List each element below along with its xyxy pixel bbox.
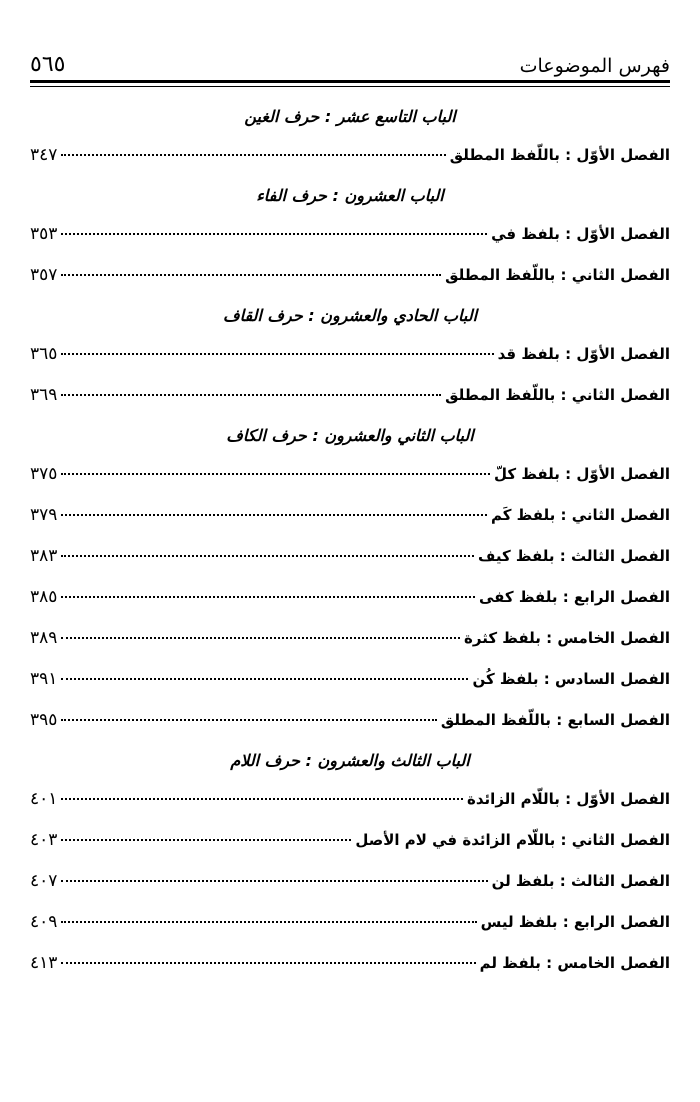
entry-label: الفصل الثاني : بلفظ كَم (490, 506, 670, 524)
toc-entry (30, 144, 670, 166)
toc-entry (30, 788, 670, 810)
dot-leader (61, 154, 445, 156)
dot-leader (61, 719, 436, 721)
entry-page: ٤١٣ (30, 953, 58, 973)
entry-page: ٤٠٧ (30, 871, 58, 891)
toc-entry (30, 668, 670, 690)
dot-leader (61, 473, 490, 475)
entry-page: ٣٥٣ (30, 224, 58, 244)
dot-leader (61, 394, 441, 396)
toc-entry (30, 545, 670, 567)
entry-page: ٣٤٧ (30, 145, 58, 165)
chapter-heading: الباب الثالث والعشرون : حرف اللام (230, 751, 470, 770)
toc-entry (30, 709, 670, 731)
toc-entry (30, 586, 670, 608)
toc-entry (30, 384, 670, 406)
entry-label: الفصل الثالث : بلفظ كيف (478, 547, 670, 565)
entry-page: ٣٧٥ (30, 464, 58, 484)
entry-page: ٣٦٥ (30, 344, 58, 364)
dot-leader (61, 962, 475, 964)
toc-entry (30, 829, 670, 851)
chapter-heading: الباب الثاني والعشرون : حرف الكاف (226, 426, 474, 445)
toc-entry (30, 264, 670, 286)
entry-page: ٤٠٩ (30, 912, 58, 932)
entry-page: ٣٩٥ (30, 710, 58, 730)
entry-page: ٣٨٣ (30, 546, 58, 566)
chapter-heading: الباب العشرون : حرف الفاء (256, 186, 444, 205)
entry-label: الفصل الأوّل : باللّفظ المطلق (449, 146, 670, 164)
toc-entry (30, 343, 670, 365)
toc-entry (30, 911, 670, 933)
entry-label: الفصل الأوّل : بلفظ قد (497, 345, 670, 363)
dot-leader (61, 921, 476, 923)
entry-label: الفصل السادس : بلفظ كُن (472, 670, 670, 688)
dot-leader (61, 880, 487, 882)
dot-leader (61, 514, 487, 516)
entry-page: ٣٨٥ (30, 587, 58, 607)
table-of-contents (30, 102, 670, 993)
entry-label: الفصل الثاني : باللّفظ المطلق (445, 386, 670, 404)
header-rule-thick (30, 80, 670, 83)
entry-page: ٣٦٩ (30, 385, 58, 405)
entry-page: ٣٥٧ (30, 265, 58, 285)
header-rule-thin (30, 86, 670, 87)
entry-label: الفصل الأوّل : بلفظ في (491, 225, 670, 243)
toc-entry (30, 627, 670, 649)
entry-label: الفصل الأوّل : باللّام الزائدة (467, 790, 670, 808)
entry-label: الفصل الخامس : بلفظ كثرة (464, 629, 670, 647)
toc-entry (30, 952, 670, 974)
entry-label: الفصل الثالث : بلفظ لن (491, 872, 670, 890)
dot-leader (61, 798, 463, 800)
toc-entry (30, 870, 670, 892)
dot-leader (61, 839, 351, 841)
toc-entry (30, 504, 670, 526)
entry-label: الفصل الخامس : بلفظ لم (479, 954, 670, 972)
dot-leader (61, 637, 460, 639)
dot-leader (61, 596, 475, 598)
entry-label: الفصل الأوّل : بلفظ كلّ (493, 465, 670, 483)
chapter-heading: الباب التاسع عشر : حرف الغين (244, 107, 456, 126)
entry-label: الفصل الثاني : باللّام الزائدة في لام الأصل (355, 831, 670, 849)
entry-page: ٤٠٣ (30, 830, 58, 850)
dot-leader (61, 353, 493, 355)
entry-label: الفصل الرابع : بلفظ كفى (478, 588, 670, 606)
chapter-heading: الباب الحادي والعشرون : حرف القاف (222, 306, 478, 325)
entry-page: ٣٩١ (30, 669, 58, 689)
dot-leader (61, 555, 474, 557)
entry-label: الفصل الرابع : بلفظ ليس (480, 913, 670, 931)
toc-entry (30, 223, 670, 245)
dot-leader (61, 274, 441, 276)
entry-label: الفصل السابع : باللّفظ المطلق (440, 711, 670, 729)
entry-page: ٣٧٩ (30, 505, 58, 525)
toc-entry (30, 463, 670, 485)
entry-label: الفصل الثاني : باللّفظ المطلق (445, 266, 670, 284)
page-header (30, 44, 670, 76)
dot-leader (61, 233, 487, 235)
dot-leader (61, 678, 468, 680)
page-number: ٥٦٥ (30, 52, 66, 77)
entry-page: ٣٨٩ (30, 628, 58, 648)
entry-page: ٤٠١ (30, 789, 58, 809)
running-title: فهرس الموضوعات (519, 55, 670, 77)
